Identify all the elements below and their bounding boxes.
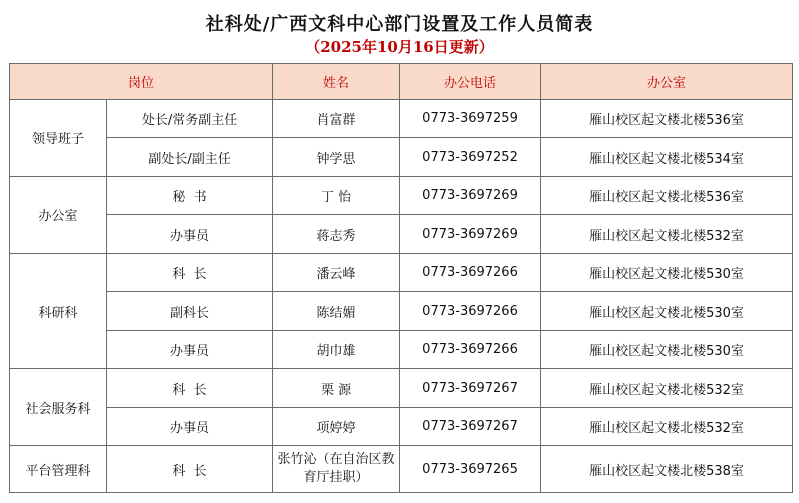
position-cell: 办事员 (107, 330, 273, 368)
phone-cell: 0773-3697266 (400, 292, 541, 330)
office-cell: 雁山校区起文楼北楼536室 (541, 176, 793, 214)
name-cell: 胡巾雄 (273, 330, 400, 368)
name-cell: 项婷婷 (273, 407, 400, 445)
name-cell: 肖富群 (273, 100, 400, 138)
dept-cell: 科研科 (10, 253, 107, 368)
phone-cell: 0773-3697267 (400, 369, 541, 407)
office-cell: 雁山校区起文楼北楼530室 (541, 253, 793, 291)
dept-cell: 平台管理科 (10, 446, 107, 493)
position-cell: 处长/常务副主任 (107, 100, 273, 138)
position-cell: 副科长 (107, 292, 273, 330)
table-row (10, 100, 793, 138)
phone-cell: 0773-3697269 (400, 176, 541, 214)
phone-cell: 0773-3697266 (400, 253, 541, 291)
phone-cell: 0773-3697269 (400, 215, 541, 253)
office-cell: 雁山校区起文楼北楼532室 (541, 369, 793, 407)
office-cell: 雁山校区起文楼北楼536室 (541, 100, 793, 138)
position-cell: 办事员 (107, 407, 273, 445)
position-cell: 科 长 (107, 446, 273, 493)
table-row (10, 138, 793, 176)
dept-cell: 领导班子 (10, 100, 107, 177)
header-phone: 办公电话 (400, 64, 541, 100)
table-row (10, 446, 793, 493)
table-row (10, 292, 793, 330)
table-row (10, 407, 793, 445)
table-row (10, 215, 793, 253)
office-cell: 雁山校区起文楼北楼538室 (541, 446, 793, 493)
table-row (10, 330, 793, 368)
table-row (10, 176, 793, 214)
header-name: 姓名 (273, 64, 400, 100)
table-row (10, 253, 793, 291)
office-cell: 雁山校区起文楼北楼532室 (541, 407, 793, 445)
phone-cell: 0773-3697252 (400, 138, 541, 176)
office-cell: 雁山校区起文楼北楼530室 (541, 292, 793, 330)
table-header-row (10, 64, 793, 100)
name-cell: 栗 源 (273, 369, 400, 407)
header-position: 岗位 (10, 64, 273, 100)
document-title: 社科处/广西文科中心部门设置及工作人员简表 (205, 14, 594, 35)
header-office: 办公室 (541, 64, 793, 100)
name-cell: 潘云峰 (273, 253, 400, 291)
phone-cell: 0773-3697267 (400, 407, 541, 445)
phone-cell: 0773-3697266 (400, 330, 541, 368)
name-cell: 陈结媚 (273, 292, 400, 330)
name-cell: 丁 怡 (273, 176, 400, 214)
position-cell: 科 长 (107, 253, 273, 291)
phone-cell: 0773-3697265 (400, 446, 541, 493)
staff-table (9, 63, 793, 493)
position-cell: 副处长/副主任 (107, 138, 273, 176)
position-cell: 秘 书 (107, 176, 273, 214)
name-cell: 蒋志秀 (273, 215, 400, 253)
document-subtitle: （2025年10月16日更新） (305, 38, 494, 56)
position-cell: 科 长 (107, 369, 273, 407)
name-cell: 钟学思 (273, 138, 400, 176)
phone-cell: 0773-3697259 (400, 100, 541, 138)
office-cell: 雁山校区起文楼北楼530室 (541, 330, 793, 368)
position-cell: 办事员 (107, 215, 273, 253)
dept-cell: 社会服务科 (10, 369, 107, 446)
name-cell: 张竹沁（在自治区教育厅挂职） (273, 446, 400, 493)
dept-cell: 办公室 (10, 176, 107, 253)
office-cell: 雁山校区起文楼北楼532室 (541, 215, 793, 253)
table-row (10, 369, 793, 407)
office-cell: 雁山校区起文楼北楼534室 (541, 138, 793, 176)
